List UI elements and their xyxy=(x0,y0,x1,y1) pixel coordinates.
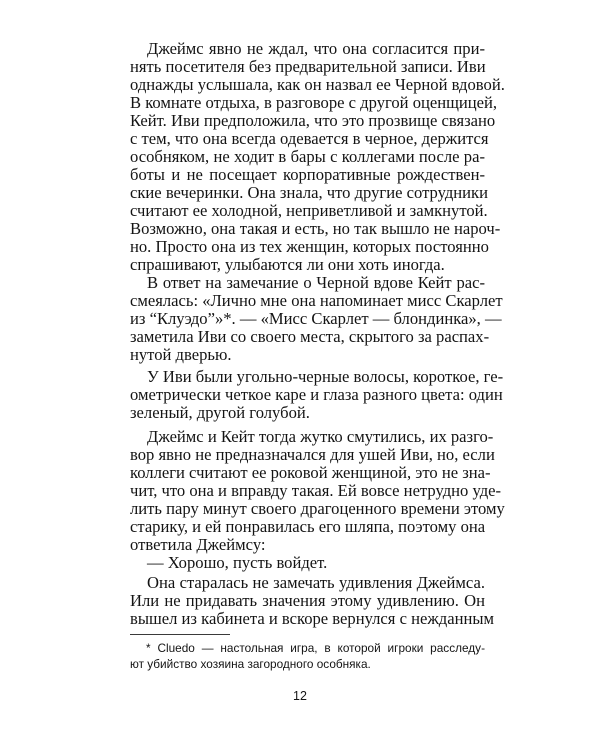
text-line: чит, что она и вправду такая. Ей вовсе нетрудно уде- xyxy=(130,481,502,500)
text-line: смеялась: «Лично мне она напоминает мисс Скарлет xyxy=(130,291,503,310)
text-line: однажды услышала, как он назвал ее Черной вдовой. xyxy=(130,75,505,94)
text-line: Джеймс и Кейт тогда жутко смутились, их разго- xyxy=(147,427,494,446)
text-line: У Иви были угольно-черные волосы, короткое, ге- xyxy=(147,367,504,386)
text-line: Возможно, она такая и есть, но так вышло не нароч- xyxy=(130,219,501,238)
text-line: Она старалась не замечать удивления Джеймса. xyxy=(147,573,485,592)
text-line: особняком, не ходит в бары с коллегами после ра- xyxy=(130,147,485,166)
text-line: ометрически четкое каре и глаза разного цвета: один xyxy=(130,385,503,404)
footnote-divider xyxy=(130,634,230,635)
text-line: из “Клуэдо”»*. — «Мисс Скарлет — блондинка», — xyxy=(130,309,502,328)
text-line: заметила Иви со своего места, скрытого за распах- xyxy=(130,327,490,346)
text-line: с тем, что она всегда одевается в черное, держится xyxy=(130,129,489,148)
text-line: зеленый, другой голубой. xyxy=(130,403,310,422)
footnote-line: * Cluedo — настольная игра, в которой игроки расследу- xyxy=(146,641,485,655)
text-line: лить пару минут своего драгоценного времени этому xyxy=(130,499,505,518)
text-line: нутой дверью. xyxy=(130,345,232,364)
text-line: коллеги считают ее роковой женщиной, это не зна- xyxy=(130,463,491,482)
text-line: Джеймс явно не ждал, что она согласится при- xyxy=(147,39,485,58)
text-line: считают ее холодной, неприветливой и замкнутой. xyxy=(130,201,488,220)
text-line: В ответ на замечание о Черной вдове Кейт рас- xyxy=(147,273,485,292)
text-line: вор явно не предназначался для ушей Иви, но, если xyxy=(130,445,495,464)
text-line: нять посетителя без предварительной записи. Иви xyxy=(130,57,486,76)
text-line: боты и не посещает корпоративные рождествен- xyxy=(130,165,485,184)
text-line: ские вечеринки. Она знала, что другие сотрудники xyxy=(130,183,488,202)
text-line: вышел из кабинета и вскоре вернулся с нежданным xyxy=(130,609,495,628)
text-line: В комнате отдыха, в разговоре с другой оценщицей, xyxy=(130,93,498,112)
page-number: 12 xyxy=(293,689,307,703)
text-line: Кейт. Иви предположила, что это прозвище связано xyxy=(130,111,496,130)
text-line: но. Просто она из тех женщин, которых постоянно xyxy=(130,237,489,256)
footnote-line: ют убийство хозяина загородного особняка. xyxy=(130,657,371,671)
text-line: Или не придавать значения этому удивлению. Он xyxy=(130,591,485,610)
text-line: старику, и ей понравилась его шляпа, поэтому она xyxy=(130,517,486,536)
text-line: ответила Джеймсу: xyxy=(130,535,266,554)
text-line: спрашивают, улыбаются ли они хоть иногда. xyxy=(130,255,445,274)
dialogue-line: — Хорошо, пусть войдет. xyxy=(147,553,328,572)
